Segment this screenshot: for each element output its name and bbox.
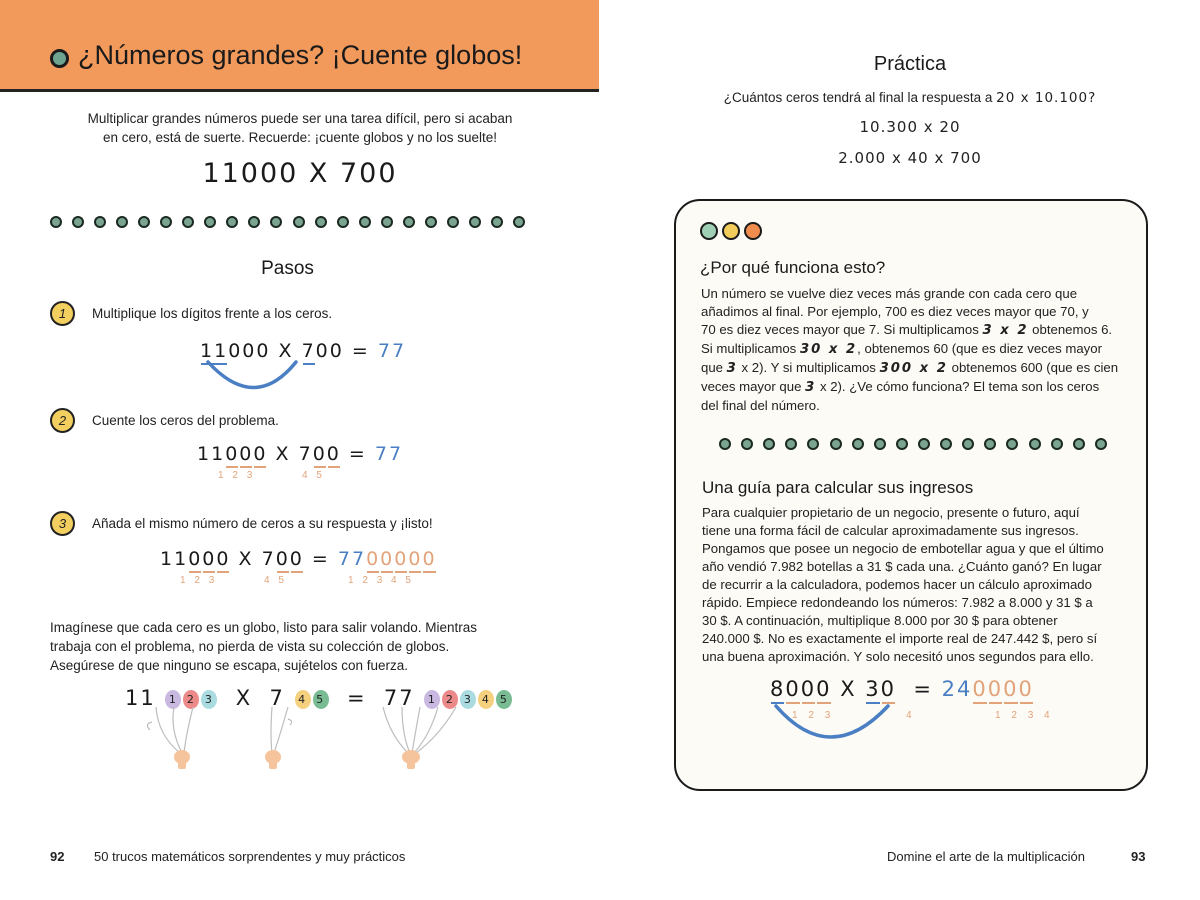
eq-equals: = [913,677,933,701]
divider-dot-icon [94,216,106,228]
divider-dot-icon [182,216,194,228]
balloon-icon: 3 [201,690,217,709]
eq-zero: 0 [216,548,231,570]
footer-book-title: 50 trucos matemáticos sorprendentes y muy prácticos [94,849,406,864]
count-label: 1 [792,710,798,721]
guide-line: 240.000 $. No es exactamente el importe real de 247.442 $, pero sí [702,631,1098,646]
balloon-strings [147,707,456,753]
step-1-connector-arc [200,358,310,398]
box-color-dot-icon [744,222,762,240]
count-label: 1 [348,575,354,586]
eq-zero: 0 [225,443,240,465]
page-title: ¿Números grandes? ¡Cuente globos! [78,40,523,70]
eq-added-zero: 0 [972,677,988,701]
eq-digit-underlined: 11 [200,340,229,362]
balloon-icon: 2 [442,690,458,709]
balloon-strings-and-hands-illustration [140,705,470,770]
guide-connector-arc [768,703,908,748]
step-2-badge: 2 [50,408,75,433]
eq-result: 24 [941,677,973,701]
eq-equals: = [348,443,367,465]
eq-zero: 0 [188,548,203,570]
divider-dot-icon [807,438,819,450]
count-label: 3 [376,575,383,586]
divider-dot-icon [491,216,503,228]
box-color-dots [700,222,762,240]
eq-digit-underlined: 8 [770,677,786,701]
divider-dot-icon [50,216,62,228]
divider-dot-icon [513,216,525,228]
footer-page-number-right: 93 [1131,849,1146,864]
step-3-text: Añada el mismo número de ceros a su respuesta y ¡listo! [92,516,433,531]
footer-page-number-left: 92 [50,849,65,864]
eq-operator: X [278,340,294,362]
intro-paragraph [40,109,560,147]
eq-equals: = [351,340,370,362]
eq-digits: 11 [197,443,226,465]
guide-line: Pongamos que posee un negocio de embotellar agua y que el último [702,541,1104,556]
eq-digits: 11 [125,686,156,710]
practice-item: 10.300 x 20 [859,118,961,136]
why-line: Un número se vuelve diez veces más grande con cada cero que [701,286,1078,301]
eq-digit: 7 [269,686,285,710]
dot-divider-left [50,216,525,228]
count-label: 4 [264,575,270,586]
eq-digit-underlined: 7 [301,340,316,362]
eq-result: 77 [383,686,415,710]
count-label: 2 [1011,710,1017,721]
eq-added-zero: 0 [1018,677,1034,701]
divider-dot-icon [425,216,437,228]
why-line: 70 es diez veces mayor que 7. Si multiplicamos 3 x 2 obtenemos 6. [701,322,1113,338]
balloon-icon: 3 [460,690,476,709]
count-label: 2 [362,575,368,586]
guide-line: de recurrir a la calculadora, podemos hacer un cálculo aproximado [702,577,1092,592]
divider-dot-icon [116,216,128,228]
divider-dot-icon [72,216,84,228]
dot-divider-right [719,438,1107,450]
divider-dot-icon [381,216,393,228]
eq-zero: 0 [312,443,327,465]
balloon-icon: 4 [478,690,494,709]
count-label: 4 [906,710,912,721]
eq-added-zero: 0 [380,548,395,570]
divider-dot-icon [918,438,930,450]
practice-question-expression: 20 x 10.100? [996,90,1097,106]
eq-added-zero: 0 [422,548,437,570]
eq-result: 77 [377,340,407,362]
divider-dot-icon [874,438,886,450]
footer-chapter-title: Domine el arte de la multiplicación [887,849,1085,864]
eq-zero: 0 [239,443,254,465]
balloon-icon: 1 [165,690,181,709]
divider-dot-icon [763,438,775,450]
divider-dot-icon [1029,438,1041,450]
guide-line: año vendió 7.982 botellas a 31 $ cada una. ¿Cuánto ganó? En lugar [702,559,1102,574]
count-label: 2 [194,575,200,586]
divider-dot-icon [1051,438,1063,450]
count-label: 3 [208,575,215,586]
eq-digit-underlined: 3 [865,677,881,701]
divider-dot-icon [138,216,150,228]
intro-line: Multiplicar grandes números puede ser una tarea difícil, pero si acaban [87,111,513,126]
count-label: 5 [316,470,322,481]
hand-icons [174,750,420,769]
divider-dot-icon [852,438,864,450]
eq-zeros: 000 [228,340,271,362]
eq-zeros: 00 [315,340,344,362]
eq-zero: 0 [289,548,304,570]
count-label: 1 [218,470,224,481]
zero-count-labels [302,470,322,481]
intro-line: en cero, está de suerte. Recuerde: ¡cuente globos y no los suelte! [103,130,497,145]
divider-dot-icon [204,216,216,228]
practice-item: 2.000 x 40 x 700 [838,149,982,167]
guide-line: una buena aproximación. Y solo necesitó unos segundos para ello. [702,649,1094,664]
count-label: 2 [808,710,814,721]
guide-line: Para cualquier propietario de un negocio, presente o futuro, aquí [702,505,1080,520]
zero-count-labels [348,575,411,586]
divider-dot-icon [359,216,371,228]
divider-dot-icon [293,216,305,228]
guide-paragraph [702,504,1142,666]
practice-question [660,90,1160,106]
count-label: 3 [1027,710,1034,721]
guide-line: rápido. Empiece redondeando los números: 7.982 a 8.000 y 31 $ a [702,595,1093,610]
count-label: 4 [391,575,397,586]
why-line: añadimos al final. Por ejemplo, 700 es diez veces mayor que 70, y [701,304,1089,319]
divider-dot-icon [248,216,260,228]
balloon-icon: 5 [496,690,512,709]
eq-zero: 0 [275,548,290,570]
step-1-badge: 1 [50,301,75,326]
eq-operator: X [238,548,254,570]
eq-digit: 7 [298,443,313,465]
eq-zero: 0 [202,548,217,570]
divider-dot-icon [160,216,172,228]
practice-question-text: ¿Cuántos ceros tendrá al final la respuesta a [723,90,993,105]
eq-zero: 0 [800,677,817,701]
count-label: 2 [232,470,238,481]
eq-zero: 0 [785,677,801,701]
eq-added-zero: 0 [987,677,1004,701]
zero-count-labels [792,710,830,721]
guide-heading: Una guía para calcular sus ingresos [702,478,974,497]
zero-count-labels [906,710,912,721]
eq-operator: X [275,443,291,465]
step-3-badge: 3 [50,511,75,536]
eq-digits: 11 [160,548,189,570]
eq-equals: = [346,686,367,710]
count-label: 5 [278,575,284,586]
zero-count-labels [995,710,1050,721]
divider-dot-icon [962,438,974,450]
why-line: veces mayor que 3 x 2). ¿Ve cómo funciona? El tema son los ceros [701,379,1100,395]
divider-dot-icon [1006,438,1018,450]
step-2-equation [197,443,403,465]
steps-heading: Pasos [261,258,314,279]
count-label: 4 [302,470,308,481]
divider-dot-icon [226,216,238,228]
divider-dot-icon [1095,438,1107,450]
guide-equation [770,677,1034,701]
step-2-text: Cuente los ceros del problema. [92,413,279,428]
why-heading: ¿Por qué funciona esto? [700,258,886,277]
count-label: 1 [180,575,186,586]
box-color-dot-icon [722,222,740,240]
eq-zero: 0 [816,677,832,701]
body-line: Asegúrese de que ninguno se escapa, sujételos con fuerza. [50,658,408,673]
zero-count-labels [264,575,284,586]
divider-dot-icon [785,438,797,450]
divider-dot-icon [741,438,753,450]
divider-dot-icon [315,216,327,228]
eq-zero: 0 [253,443,268,465]
step-3-equation [160,548,437,570]
zero-count-labels [218,470,252,481]
divider-dot-icon [940,438,952,450]
eq-added-zero: 0 [394,548,409,570]
eq-result: 77 [337,548,367,570]
count-label: 5 [405,575,411,586]
zero-count-labels [180,575,214,586]
step-1-text: Multiplique los dígitos frente a los ceros. [92,306,333,321]
count-label: 3 [246,470,253,481]
why-line: Si multiplicamos 30 x 2, obtenemos 60 (que es diez veces mayor [701,341,1102,357]
divider-dot-icon [403,216,415,228]
eq-added-zero: 0 [408,548,423,570]
guide-line: tiene una forma fácil de calcular aproximadamente sus ingresos. [702,523,1079,538]
why-line: del final del número. [701,398,820,413]
count-label: 4 [1044,710,1050,721]
eq-result: 77 [374,443,404,465]
eq-added-zero: 0 [1003,677,1019,701]
main-equation: 11000 X 700 [202,158,398,189]
divider-dot-icon [896,438,908,450]
count-label: 1 [995,710,1001,721]
divider-dot-icon [719,438,731,450]
eq-digit: 7 [261,548,276,570]
balloon-icon: 4 [295,690,311,709]
guide-line: 30 $. A continuación, multiplique 8.000 por 30 $ para obtener [702,613,1058,628]
divider-dot-icon [270,216,282,228]
balloon-explanation [50,618,520,675]
why-paragraph [701,285,1131,415]
eq-zero: 0 [880,677,897,701]
divider-dot-icon [984,438,996,450]
balloon-icon: 1 [424,690,440,709]
eq-operator: X [235,686,253,710]
divider-dot-icon [337,216,349,228]
why-line: que 3 x 2). Y si multiplicamos 300 x 2 obtenemos 600 (que es cien [701,360,1119,376]
balloon-icon: 5 [313,690,329,709]
divider-dot-icon [1073,438,1085,450]
box-color-dot-icon [700,222,718,240]
count-label: 3 [824,710,831,721]
eq-zero: 0 [326,443,341,465]
header-bullet-dot-icon [50,49,69,68]
eq-added-zero: 0 [366,548,381,570]
eq-operator: X [840,677,857,701]
body-line: trabaja con el problema, no pierda de vista su colección de globos. [50,639,450,654]
divider-dot-icon [469,216,481,228]
eq-equals: = [311,548,330,570]
divider-dot-icon [447,216,459,228]
balloon-icon: 2 [183,690,199,709]
practice-heading: Práctica [873,53,947,75]
body-line: Imagínese que cada cero es un globo, listo para salir volando. Mientras [50,620,477,635]
divider-dot-icon [830,438,842,450]
